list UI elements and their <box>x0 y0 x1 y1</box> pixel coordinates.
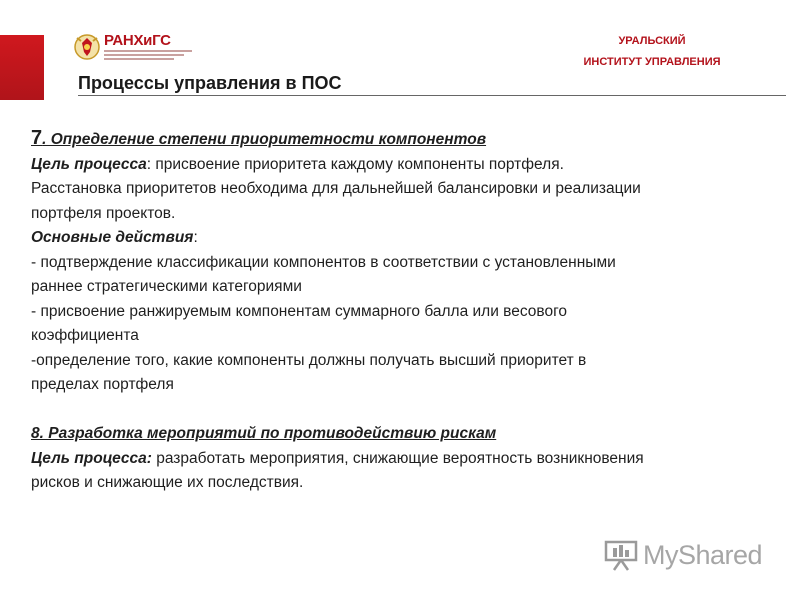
action-1-line-b: раннее стратегическими категориями <box>31 278 302 295</box>
section-7-goal-text: : присвоение приоритета каждому компоненты портфеля. <box>146 155 564 173</box>
action-2-line-a: - присвоение ранжируемым компонентам суммарного балла или весового <box>31 302 568 320</box>
watermark-text: MyShared <box>643 539 763 570</box>
section-7-actions-label: Основные действия <box>31 229 194 246</box>
section-7-line-2: Расстановка приоритетов необходима для дальнейшей балансировки и реализации <box>31 180 641 197</box>
section-7-heading <box>31 126 761 153</box>
section-8-goal-text: разработать мероприятия, снижающие вероятность возникновения <box>151 449 644 467</box>
section-7-goal-label: Цель процесса <box>31 155 147 173</box>
logo-subtitle-lines <box>104 50 192 62</box>
action-1-line-a: - подтверждение классификации компонентов в соответствии с установленными <box>31 253 616 271</box>
section-7-actions-colon: : <box>193 229 198 246</box>
projector-icon <box>604 538 638 572</box>
logo-name: РАНХиГС <box>104 31 171 49</box>
section-8-line-2: рисков и снижающие их последствия. <box>31 474 304 491</box>
action-3-line-b: пределах портфеля <box>31 376 174 393</box>
title-divider <box>78 95 786 96</box>
institute-line-2: ИНСТИТУТ УПРАВЛЕНИЯ <box>583 56 721 68</box>
section-8-goal <box>31 447 761 472</box>
section-7-number: 7 <box>31 127 43 149</box>
section-8-goal-label: Цель процесса: <box>31 449 152 467</box>
slide-content <box>31 126 761 496</box>
institute-name <box>552 31 752 73</box>
slide-title: Процессы управления в ПОС <box>78 73 342 93</box>
action-2-line-b: коэффициента <box>31 327 139 344</box>
section-8-heading: 8. Разработка мероприятий по противодействию рискам <box>31 425 497 442</box>
section-7-line-3: портфеля проектов. <box>31 204 176 222</box>
section-spacer <box>31 398 761 423</box>
section-7-heading-text: . Определение степени приоритетности компонентов <box>42 131 487 148</box>
institute-line-1: УРАЛЬСКИЙ <box>618 35 686 47</box>
coat-of-arms-icon <box>74 32 100 62</box>
section-7-actions <box>31 226 761 251</box>
university-logo <box>74 30 192 64</box>
red-accent-bar <box>0 35 44 100</box>
action-3-line-a: -определение того, какие компоненты должны получать высший приоритет в <box>31 351 587 369</box>
section-7-goal <box>31 153 761 178</box>
myshared-watermark <box>604 535 762 575</box>
